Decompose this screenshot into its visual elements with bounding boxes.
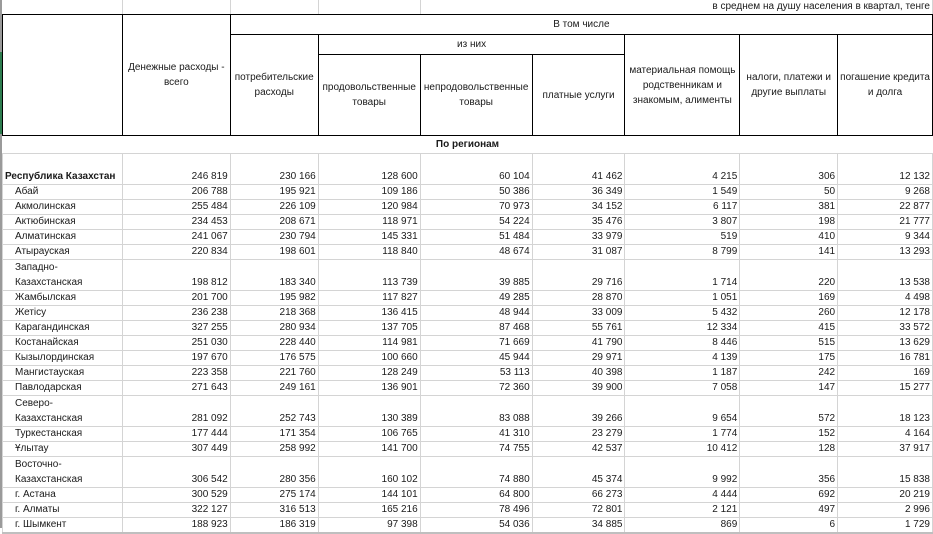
cell-credit[interactable]: 15 838 (838, 457, 933, 488)
cell-taxes[interactable]: 175 (740, 351, 838, 366)
table-row (3, 442, 933, 457)
cell-total[interactable]: 223 358 (122, 366, 230, 381)
cell-services[interactable]: 55 761 (532, 321, 625, 336)
cell-consumer[interactable]: 176 575 (230, 351, 318, 366)
cell-help[interactable]: 1 774 (625, 427, 740, 442)
region-name[interactable]: Республика Казахстан (3, 154, 123, 185)
header-of-which[interactable]: из них (318, 35, 625, 55)
cell-help[interactable]: 10 412 (625, 442, 740, 457)
cell-total[interactable]: 206 788 (122, 185, 230, 200)
cell-nonfood[interactable]: 54 224 (420, 215, 532, 230)
table-row (3, 336, 933, 351)
cell-total[interactable]: 198 812 (122, 260, 230, 291)
cell-food[interactable]: 141 700 (318, 442, 420, 457)
table-row (3, 321, 933, 336)
cell-consumer[interactable]: 249 161 (230, 381, 318, 396)
cell-nonfood[interactable]: 51 484 (420, 230, 532, 245)
cell-credit[interactable]: 4 164 (838, 427, 933, 442)
cell-food[interactable]: 118 840 (318, 245, 420, 260)
cell-taxes[interactable]: 6 (740, 518, 838, 534)
cell-services[interactable]: 35 476 (532, 215, 625, 230)
cell-services[interactable]: 29 971 (532, 351, 625, 366)
cell-services[interactable]: 45 374 (532, 457, 625, 488)
cell-nonfood[interactable]: 87 468 (420, 321, 532, 336)
cell[interactable] (3, 0, 123, 15)
cell-taxes[interactable]: 415 (740, 321, 838, 336)
region-name-line1: Северо- (15, 398, 53, 409)
cell-nonfood[interactable]: 64 800 (420, 488, 532, 503)
cell-services[interactable]: 23 279 (532, 427, 625, 442)
cell-credit[interactable]: 9 268 (838, 185, 933, 200)
cell-credit[interactable]: 13 629 (838, 336, 933, 351)
table-row (3, 260, 933, 291)
cell-nonfood[interactable]: 41 310 (420, 427, 532, 442)
cell-nonfood[interactable]: 83 088 (420, 396, 532, 427)
cell-credit[interactable]: 18 123 (838, 396, 933, 427)
cell-help[interactable]: 1 714 (625, 260, 740, 291)
header-food[interactable]: продовольственные товары (318, 55, 420, 136)
region-name[interactable] (3, 396, 123, 427)
cell-food[interactable]: 97 398 (318, 518, 420, 534)
table-row (3, 396, 933, 427)
cell-consumer[interactable]: 195 982 (230, 291, 318, 306)
cell-credit[interactable]: 13 538 (838, 260, 933, 291)
cell-total[interactable]: 246 819 (122, 154, 230, 185)
region-name[interactable]: Актюбинская (3, 215, 123, 230)
table-row (3, 518, 933, 534)
cell-food[interactable]: 117 827 (318, 291, 420, 306)
cell-nonfood[interactable]: 48 944 (420, 306, 532, 321)
cell-help[interactable]: 4 444 (625, 488, 740, 503)
cell-services[interactable]: 39 266 (532, 396, 625, 427)
cell-help[interactable]: 869 (625, 518, 740, 534)
cell-help[interactable]: 4 139 (625, 351, 740, 366)
cell-services[interactable]: 41 462 (532, 154, 625, 185)
cell-services[interactable]: 31 087 (532, 245, 625, 260)
cell-food[interactable]: 136 415 (318, 306, 420, 321)
region-name[interactable]: Туркестанская (3, 427, 123, 442)
cell-credit[interactable]: 37 917 (838, 442, 933, 457)
cell-food[interactable]: 100 660 (318, 351, 420, 366)
table-row (3, 200, 933, 215)
cell-total[interactable]: 220 834 (122, 245, 230, 260)
cell-food[interactable]: 145 331 (318, 230, 420, 245)
cell-food[interactable]: 136 901 (318, 381, 420, 396)
cell-total[interactable]: 236 238 (122, 306, 230, 321)
cell-nonfood[interactable]: 71 669 (420, 336, 532, 351)
table-row (3, 215, 933, 230)
unit-row (3, 0, 933, 15)
region-name[interactable] (3, 457, 123, 488)
cell-help[interactable]: 6 117 (625, 200, 740, 215)
cell-consumer[interactable]: 230 794 (230, 230, 318, 245)
table-row (3, 457, 933, 488)
cell[interactable] (122, 0, 230, 15)
region-name[interactable]: г. Астана (3, 488, 123, 503)
cell-food[interactable]: 120 984 (318, 200, 420, 215)
cell-services[interactable]: 33 009 (532, 306, 625, 321)
cell-services[interactable]: 41 790 (532, 336, 625, 351)
cell-food[interactable]: 160 102 (318, 457, 420, 488)
region-name[interactable]: Костанайская (3, 336, 123, 351)
table-row (3, 291, 933, 306)
region-name[interactable]: Ұлытау (3, 442, 123, 457)
region-name[interactable]: Карагандинская (3, 321, 123, 336)
header-taxes[interactable]: налоги, платежи и другие выплаты (740, 35, 838, 136)
cell-consumer[interactable]: 183 340 (230, 260, 318, 291)
expenses-table (2, 0, 933, 534)
cell-consumer[interactable]: 198 601 (230, 245, 318, 260)
cell-help[interactable]: 2 121 (625, 503, 740, 518)
cell-nonfood[interactable]: 49 285 (420, 291, 532, 306)
cell-help[interactable]: 9 992 (625, 457, 740, 488)
cell-taxes[interactable]: 692 (740, 488, 838, 503)
header-consumer[interactable]: потребительские расходы (230, 35, 318, 136)
cell-taxes[interactable]: 198 (740, 215, 838, 230)
cell-total[interactable]: 327 255 (122, 321, 230, 336)
region-name-line2: Казахстанская (15, 474, 83, 485)
cell-credit[interactable]: 12 132 (838, 154, 933, 185)
cell-services[interactable]: 39 900 (532, 381, 625, 396)
table-row (3, 230, 933, 245)
header-credit[interactable]: погашение кредита и долга (838, 35, 933, 136)
cell-help[interactable]: 8 446 (625, 336, 740, 351)
cell-food[interactable]: 118 971 (318, 215, 420, 230)
cell-consumer[interactable]: 195 921 (230, 185, 318, 200)
cell-nonfood[interactable]: 72 360 (420, 381, 532, 396)
cell-consumer[interactable]: 280 934 (230, 321, 318, 336)
cell-nonfood[interactable]: 53 113 (420, 366, 532, 381)
cell-nonfood[interactable]: 70 973 (420, 200, 532, 215)
region-name[interactable]: Кызылординская (3, 351, 123, 366)
cell-credit[interactable]: 33 572 (838, 321, 933, 336)
cell-food[interactable]: 128 600 (318, 154, 420, 185)
cell-total[interactable]: 281 092 (122, 396, 230, 427)
cell-help[interactable]: 7 058 (625, 381, 740, 396)
cell-services[interactable]: 72 801 (532, 503, 625, 518)
cell-food[interactable]: 113 739 (318, 260, 420, 291)
cell-total[interactable]: 307 449 (122, 442, 230, 457)
cell-consumer[interactable]: 258 992 (230, 442, 318, 457)
region-name[interactable]: Павлодарская (3, 381, 123, 396)
cell-help[interactable]: 9 654 (625, 396, 740, 427)
cell-nonfood[interactable]: 45 944 (420, 351, 532, 366)
cell-credit[interactable]: 1 729 (838, 518, 933, 534)
cell-total[interactable]: 300 529 (122, 488, 230, 503)
region-name-line1: Восточно- (15, 459, 62, 470)
cell-food[interactable]: 114 981 (318, 336, 420, 351)
cell-help[interactable]: 5 432 (625, 306, 740, 321)
cell-consumer[interactable]: 218 368 (230, 306, 318, 321)
cell-services[interactable]: 66 273 (532, 488, 625, 503)
table-row (3, 366, 933, 381)
cell-taxes[interactable]: 169 (740, 291, 838, 306)
cell-help[interactable]: 8 799 (625, 245, 740, 260)
cell-taxes[interactable]: 497 (740, 503, 838, 518)
cell-help[interactable]: 1 187 (625, 366, 740, 381)
cell-consumer[interactable]: 171 354 (230, 427, 318, 442)
region-name[interactable]: Атырауская (3, 245, 123, 260)
cell-help[interactable]: 3 807 (625, 215, 740, 230)
table-row (3, 427, 933, 442)
region-name[interactable]: Алматинская (3, 230, 123, 245)
cell-consumer[interactable]: 316 513 (230, 503, 318, 518)
cell-taxes[interactable]: 381 (740, 200, 838, 215)
cell-total[interactable]: 188 923 (122, 518, 230, 534)
cell-credit[interactable]: 169 (838, 366, 933, 381)
cell-credit[interactable]: 13 293 (838, 245, 933, 260)
region-name[interactable]: г. Шымкент (3, 518, 123, 534)
cell-taxes[interactable]: 515 (740, 336, 838, 351)
cell-total[interactable]: 234 453 (122, 215, 230, 230)
cell-taxes[interactable]: 128 (740, 442, 838, 457)
header-region[interactable] (3, 15, 123, 136)
table-row (3, 381, 933, 396)
cell-taxes[interactable]: 220 (740, 260, 838, 291)
cell-food[interactable]: 144 101 (318, 488, 420, 503)
cell-taxes[interactable]: 50 (740, 185, 838, 200)
cell-food[interactable]: 130 389 (318, 396, 420, 427)
header-material-help[interactable]: материальная помощь родственникам и знакомым, алименты (625, 35, 740, 136)
cell-services[interactable]: 28 870 (532, 291, 625, 306)
cell-taxes[interactable]: 306 (740, 154, 838, 185)
cell-consumer[interactable]: 275 174 (230, 488, 318, 503)
cell[interactable] (318, 0, 420, 15)
cell-help[interactable]: 4 215 (625, 154, 740, 185)
cell-nonfood[interactable]: 60 104 (420, 154, 532, 185)
cell-nonfood[interactable]: 74 755 (420, 442, 532, 457)
cell-total[interactable]: 197 670 (122, 351, 230, 366)
cell-credit[interactable]: 20 219 (838, 488, 933, 503)
cell-consumer[interactable]: 228 440 (230, 336, 318, 351)
region-name[interactable]: Абай (3, 185, 123, 200)
cell-credit[interactable]: 15 277 (838, 381, 933, 396)
region-name-line2: Казахстанская (15, 277, 83, 288)
cell-total[interactable]: 271 643 (122, 381, 230, 396)
region-name[interactable]: Акмолинская (3, 200, 123, 215)
cell-consumer[interactable]: 186 319 (230, 518, 318, 534)
cell-help[interactable]: 1 549 (625, 185, 740, 200)
header-nonfood[interactable]: непродовольственные товары (420, 55, 532, 136)
cell-consumer[interactable]: 226 109 (230, 200, 318, 215)
cell-consumer[interactable]: 230 166 (230, 154, 318, 185)
header-row-1 (3, 15, 933, 35)
cell-services[interactable]: 42 537 (532, 442, 625, 457)
cell-help[interactable]: 1 051 (625, 291, 740, 306)
table-row (3, 154, 933, 185)
table-row (3, 503, 933, 518)
region-name[interactable]: Жетісу (3, 306, 123, 321)
cell-consumer[interactable]: 221 760 (230, 366, 318, 381)
cell-help[interactable]: 519 (625, 230, 740, 245)
cell-total[interactable]: 177 444 (122, 427, 230, 442)
cell-credit[interactable]: 9 344 (838, 230, 933, 245)
region-name[interactable]: г. Алматы (3, 503, 123, 518)
cell-nonfood[interactable]: 50 386 (420, 185, 532, 200)
cell-food[interactable]: 165 216 (318, 503, 420, 518)
cell-food[interactable]: 128 249 (318, 366, 420, 381)
cell-food[interactable]: 106 765 (318, 427, 420, 442)
cell-food[interactable]: 109 186 (318, 185, 420, 200)
table-row (3, 351, 933, 366)
cell-taxes[interactable]: 141 (740, 245, 838, 260)
cell-services[interactable]: 33 979 (532, 230, 625, 245)
cell-services[interactable]: 29 716 (532, 260, 625, 291)
cell-consumer[interactable]: 252 743 (230, 396, 318, 427)
cell-total[interactable]: 241 067 (122, 230, 230, 245)
cell-total[interactable]: 306 542 (122, 457, 230, 488)
region-name[interactable] (3, 260, 123, 291)
cell-credit[interactable]: 4 498 (838, 291, 933, 306)
cell-total[interactable]: 322 127 (122, 503, 230, 518)
cell-nonfood[interactable]: 48 674 (420, 245, 532, 260)
cell-total[interactable]: 255 484 (122, 200, 230, 215)
cell-credit[interactable]: 22 877 (838, 200, 933, 215)
cell-food[interactable]: 137 705 (318, 321, 420, 336)
cell-nonfood[interactable]: 39 885 (420, 260, 532, 291)
cell-credit[interactable]: 2 996 (838, 503, 933, 518)
cell-services[interactable]: 36 349 (532, 185, 625, 200)
cell-nonfood[interactable]: 54 036 (420, 518, 532, 534)
header-services[interactable]: платные услуги (532, 55, 625, 136)
cell-nonfood[interactable]: 78 496 (420, 503, 532, 518)
cell-services[interactable]: 34 885 (532, 518, 625, 534)
cell-taxes[interactable]: 152 (740, 427, 838, 442)
cell-credit[interactable]: 12 178 (838, 306, 933, 321)
region-name-line2: Казахстанская (15, 413, 83, 424)
cell-total[interactable]: 251 030 (122, 336, 230, 351)
unit-note[interactable]: в среднем на душу населения в квартал, тенге (420, 0, 932, 15)
cell-credit[interactable]: 16 781 (838, 351, 933, 366)
region-name[interactable]: Мангистауская (3, 366, 123, 381)
header-including[interactable]: В том числе (230, 15, 932, 35)
cell-taxes[interactable]: 260 (740, 306, 838, 321)
cell-services[interactable]: 34 152 (532, 200, 625, 215)
cell-credit[interactable]: 21 777 (838, 215, 933, 230)
cell-taxes[interactable]: 242 (740, 366, 838, 381)
cell-total[interactable]: 201 700 (122, 291, 230, 306)
region-name-line1: Западно- (15, 262, 58, 273)
table-row (3, 245, 933, 260)
header-total[interactable]: Денежные расходы - всего (122, 15, 230, 136)
cell-services[interactable]: 40 398 (532, 366, 625, 381)
cell-taxes[interactable]: 572 (740, 396, 838, 427)
cell[interactable] (230, 0, 318, 15)
table-row (3, 488, 933, 503)
section-row (3, 136, 933, 154)
cell-nonfood[interactable]: 74 880 (420, 457, 532, 488)
cell-help[interactable]: 12 334 (625, 321, 740, 336)
cell-taxes[interactable]: 410 (740, 230, 838, 245)
section-title[interactable]: По регионам (3, 136, 933, 154)
cell-consumer[interactable]: 280 356 (230, 457, 318, 488)
cell-taxes[interactable]: 147 (740, 381, 838, 396)
region-name[interactable]: Жамбылская (3, 291, 123, 306)
table-row (3, 185, 933, 200)
cell-consumer[interactable]: 208 671 (230, 215, 318, 230)
table-row (3, 306, 933, 321)
cell-taxes[interactable]: 356 (740, 457, 838, 488)
